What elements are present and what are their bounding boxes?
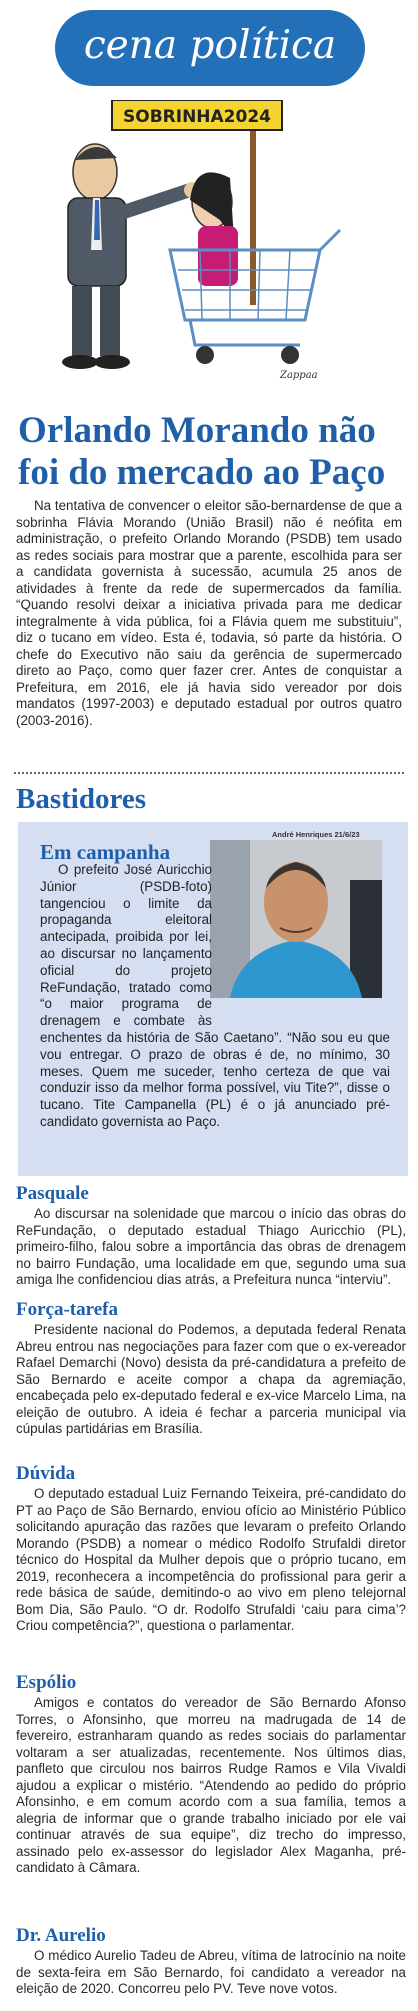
section-title-pasquale: Pasquale bbox=[16, 1183, 89, 1204]
woman-figure bbox=[190, 172, 238, 286]
section-title-duvida: Dúvida bbox=[16, 1463, 76, 1484]
photo-credit: André Henriques 21/6/23 bbox=[272, 830, 360, 839]
section-text-dr-aurelio: O médico Aurelio Tadeu de Abreu, vítima de latrocínio na noite de sexta-feira em São Bernardo, foi candidato a vereador na eleição de 2020. Concorreu pelo PV. Teve nove votos. bbox=[16, 1948, 406, 1996]
section-text-duvida: O deputado estadual Luiz Fernando Teixeira, pré-candidato do PT ao Paço de São Bernardo, enviou ofício ao Ministério Público solicitando apuração das razões que levaram o prefeito Orlando Morando (PSDB) a nomear o médico Rodolfo Strufaldi diretor técnico do Hospital da Mulher depois que o próprio tucano, em 2019, reconhecera a incompetência do profissional para gerir a rede básica de saúde, demitindo-o ao vivo em pleno telejornal Bom Dia, São Paulo. “O dr. Rodolfo Strufaldi ‘caiu para cima’? Criou competência?”, questiona o parlamentar. bbox=[16, 1486, 406, 1633]
section-title: cena política bbox=[83, 23, 337, 68]
section-text-forca-tarefa: Presidente nacional do Podemos, a deputada federal Renata Abreu entrou nas negociações para fazer com que o ex-vereador Rafael Demarchi (Novo) desista da pré-candidatura a prefeito de São Bernardo e aceite compor a chapa da agremiação, encabeçada pelo ex-deputado federal e ex-vice Marcelo Lima, na eleição de outubro. A ideia é fechar a parceria municipal via cúpulas partidárias em Brasília. bbox=[16, 1322, 406, 1436]
cartoon-illustration bbox=[20, 100, 400, 400]
article-headline: Orlando Morando não foi do mercado ao Paço bbox=[18, 410, 386, 493]
section-banner bbox=[0, 0, 418, 100]
section-title-forca-tarefa: Força-tarefa bbox=[16, 1299, 118, 1320]
box-text-container bbox=[40, 862, 390, 1131]
photo-spacer bbox=[212, 862, 390, 1026]
sign-post bbox=[250, 105, 256, 305]
box-text: O prefeito José Auricchio Júnior (PSDB-foto) tangenciou o limite da propaganda eleitoral antecipada, proibida por lei, ao discursar no lançamento oficial do projeto ReFundação, tratado como “o maior programa de drenagem e combate às enchentes da história de São Caetano”. “Não sou eu que vou entregar. O prazo de obras é de, no mínimo, 30 meses. Quem me suceder, tenho certeza de que vai conduzir isso da melhor forma possível, viu Tite?”, disse o tucano. Tite Campanella (PL) é o já anunciado pré-candidato governista ao Paço. bbox=[40, 862, 390, 1129]
sign-text: SOBRINHA2024 bbox=[123, 107, 271, 127]
man-figure bbox=[62, 144, 200, 369]
section-title-espolio: Espólio bbox=[16, 1672, 77, 1693]
section-text-espolio: Amigos e contatos do vereador de São Bernardo Afonso Torres, o Afonsinho, que morreu na madrugada de 14 de fevereiro, estranharam quando as redes sociais do parlamentar voltaram a ser atualizadas, recentemente. Nos últimos dias, panfleto que circulou nos bairros Rudge Ramos e Vila Vivaldi ajudou a explicar o mistério. “Atendendo ao pedido do próprio Afonsinho, e em comum acordo com a sua família, temos a alegria de informar que o grande trabalho iniciado por ele vai continuar através de sua equipe”, diz trecho do impresso, assinado pelo ex-assessor do legislador Alex Maganha, pré-candidato à Câmara. bbox=[16, 1695, 406, 1875]
cartoonist-signature: Zappaa bbox=[280, 370, 318, 381]
article-lead: Na tentativa de convencer o eleitor são-bernardense de que a sobrinha Flávia Morando (União Brasil) não é neófita em administração, o prefeito Orlando Morando (PSDB) tem usado as redes sociais para mostrar que a parente, escolhida para ser a candidata governista à sucessão, acumula 25 anos de atividades à frente da rede de supermercados da família. “Quando resolvi deixar a iniciativa privada para me dedicar integralmente à vida pública, foi a Flávia quem me substituiu”, diz o tucano em vídeo. Esta é, todavia, só parte da história. O chefe do Executivo não saiu da gerência de supermercado direto ao Paço, como quer fazer crer. Antes de conquistar a Prefeitura, em 2016, ele já havia sido vereador por dois mandatos (1997-2003) e deputado estadual por outros quatro (2003-2016). bbox=[16, 498, 402, 728]
bastidores-heading: Bastidores bbox=[16, 783, 146, 815]
section-divider bbox=[14, 772, 404, 774]
section-title-dr-aurelio: Dr. Aurelio bbox=[16, 1925, 106, 1946]
box-title: Em campanha bbox=[40, 840, 171, 864]
section-text-pasquale: Ao discursar na solenidade que marcou o início das obras do ReFundação, o deputado estadual Thiago Auricchio (PL), primeiro-filho, falou sobre a importância das obras de drenagem no bairro Fundação, uma localidade em que, segundo uma sua amiga lhe confidenciou dias atrás, a Prefeitura nunca “interviu”. bbox=[16, 1206, 406, 1287]
